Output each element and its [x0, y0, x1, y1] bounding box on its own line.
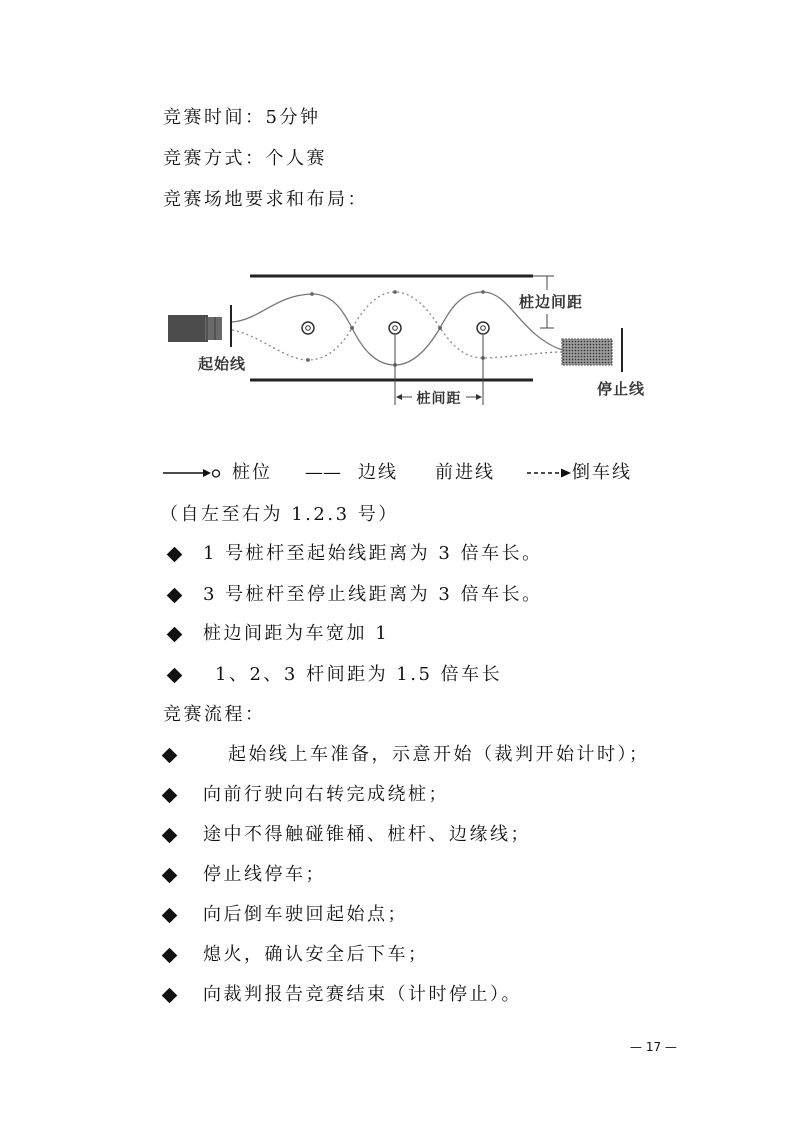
venue-heading: 竞赛场地要求和布局：: [163, 189, 368, 210]
process-step: 向后倒车驶回起始点；: [203, 904, 408, 925]
page-number: — 17 —: [630, 1040, 677, 1054]
process-step: 起始线上车准备，示意开始（裁判开始计时）；: [228, 744, 650, 765]
reverse-arrow-icon: [527, 466, 573, 480]
pile-edge-distance-label: 桩边间距: [518, 293, 584, 311]
diamond-bullet-icon: [167, 668, 183, 684]
pile-spacing-label: 桩间距: [416, 391, 462, 407]
process-step: 途中不得触碰锥桶、桩杆、边缘线；: [203, 824, 531, 845]
requirement-item: 1 号桩杆至起始线距离为 3 倍车长。: [203, 543, 543, 564]
legend-pile-label: 桩位: [232, 462, 272, 483]
legend-reverse-label: 倒车线: [572, 462, 632, 483]
competition-time: 竞赛时间：5分钟: [163, 107, 321, 128]
start-car-icon: [168, 315, 222, 342]
start-line-label: 起始线: [197, 355, 247, 373]
diamond-bullet-icon: [162, 788, 178, 804]
diamond-bullet-icon: [167, 588, 183, 604]
pile-marker-icon: [163, 466, 221, 480]
diamond-bullet-icon: [167, 547, 183, 563]
process-step: 熄火，确认安全后下车；: [203, 944, 429, 965]
process-heading: 竞赛流程：: [163, 704, 266, 725]
numbering-note: （自左至右为 1.2.3 号）: [160, 504, 399, 525]
course-layout-diagram: [160, 262, 660, 412]
requirement-item: 3 号桩杆至停止线距离为 3 倍车长。: [203, 584, 543, 605]
competition-mode: 竞赛方式：个人赛: [163, 148, 327, 169]
pile-3-icon: [477, 322, 489, 334]
diamond-bullet-icon: [167, 627, 183, 643]
requirement-item: 1、2、3 杆间距为 1.5 倍车长: [215, 664, 503, 685]
legend-edge-label: 边线: [358, 462, 398, 483]
process-step: 向前行驶向右转完成绕桩；: [203, 784, 449, 805]
stop-car-icon: [562, 339, 612, 365]
process-step: 向裁判报告竞赛结束（计时停止）。: [203, 984, 522, 1005]
legend-edge-symbol: ——: [305, 462, 341, 483]
legend-forward-label: 前进线: [435, 462, 495, 483]
diamond-bullet-icon: [162, 748, 178, 764]
diamond-bullet-icon: [162, 908, 178, 924]
diamond-bullet-icon: [162, 828, 178, 844]
diamond-bullet-icon: [162, 868, 178, 884]
requirement-item: 桩边间距为车宽加 1: [203, 623, 390, 644]
pile-1-icon: [302, 322, 314, 334]
process-step: 停止线停车；: [203, 864, 326, 885]
diagram-legend: [0, 462, 793, 486]
diamond-bullet-icon: [162, 988, 178, 1004]
diamond-bullet-icon: [162, 948, 178, 964]
pile-2-icon: [389, 322, 401, 334]
stop-line-label: 停止线: [596, 380, 646, 398]
